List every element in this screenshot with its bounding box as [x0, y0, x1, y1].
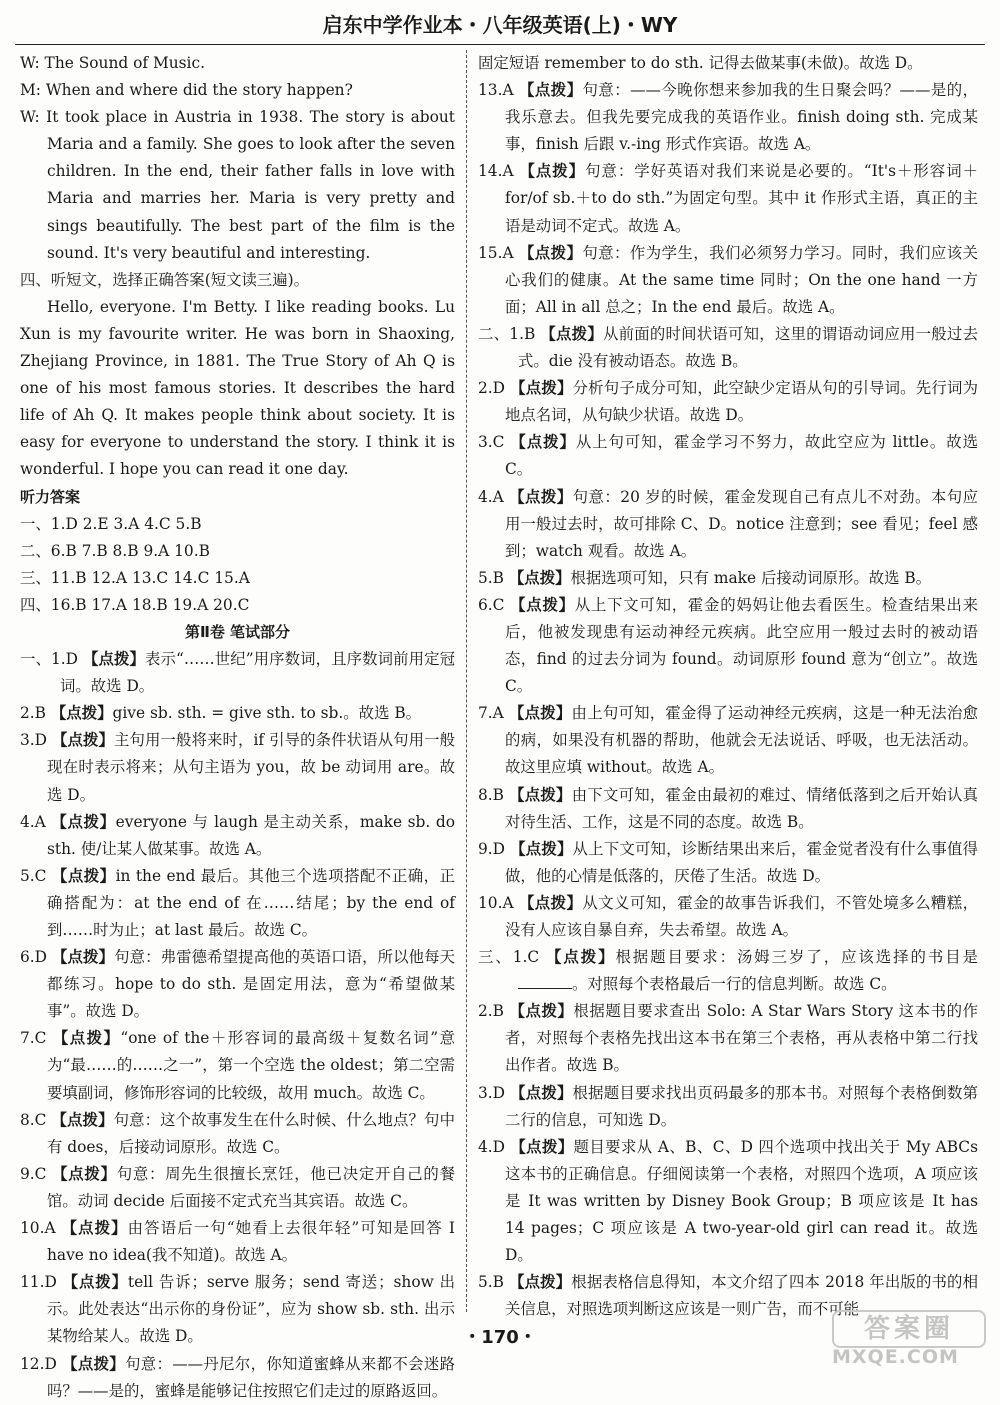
answer-row: 三、11.B 12.A 13.C 14.C 15.A — [20, 568, 250, 587]
section-heading: 四、听短文，选择正确答案(短文读三遍)。 — [20, 270, 310, 289]
answer-item: 10.A 【点拨】从文义可知，霍金的故事告诉我们，不管处境多么糟糕，没有人应该自暴自弃，失去希望。故选 A。 — [478, 893, 978, 939]
left-column — [20, 50, 455, 1405]
answer-item: 10.A 【点拨】由答语后一句“她看上去很年轻”可知是回答 I have no idea(我不知道)。故选 A。 — [20, 1219, 455, 1265]
answer-item: 5.C 【点拨】in the end 最后。其他三个选项搭配不正确，正确搭配为：at the end of 在……结尾；by the end of 到……时为止；at last 最后。故选 C。 — [20, 866, 455, 939]
answer-item: 4.A 【点拨】everyone 与 laugh 是主动关系，make sb. do sth. 使/让某人做某事。故选 A。 — [20, 812, 455, 858]
answer-row: 四、16.B 17.A 18.B 19.A 20.C — [20, 595, 250, 614]
page-number: ・170・ — [463, 1327, 537, 1348]
answer-item: 7.C 【点拨】“one of the＋形容词的最高级＋复数名词”意为“最……的……之一”，第一个空选 the oldest；第二空需要填副词，修饰形容词的比较级，故用 much。故选 C。 — [20, 1029, 455, 1102]
running-header: 启东中学作业本・八年级英语(上)・WY — [322, 13, 678, 37]
answer-item: 12.D 【点拨】句意：——丹尼尔，你知道蜜蜂从来都不会迷路吗？——是的，蜜蜂是能够记住按照它们走过的原路返回。 — [20, 1354, 455, 1400]
listening-answers-heading: 听力答案 — [20, 487, 81, 506]
header-rule — [15, 44, 985, 45]
watermark-url: MXQE.COM — [832, 1346, 959, 1368]
passage: Hello, everyone. I'm Betty. I like reading books. Lu Xun is my favourite writer. He was born in Shaoxing, Zhejiang Province, in 1881. The True Story of Ah Q is one of his most famous stories. It describes the hard life of Ah Q. It makes people think about society. It is easy for everyone to understand the story. I think it is wonderful. I hope you can read it one day. — [20, 297, 455, 479]
answer-item: 4.D 【点拨】题目要求从 A、B、C、D 四个选项中找出关于 My ABCs 这本书的正确信息。仔细阅读第一个表格，对照四个选项，A 项应该是 It was written by Disney Book Group；B 项应该是 It has 14 pages；C 项应该是 A two-year-old girl can read it。故选 D。 — [478, 1137, 978, 1265]
answer-item: 7.A 【点拨】由上句可知，霍金得了运动神经元疾病，这是一种无法治愈的病，如果没有机器的帮助，他就会无法说话、呼吸，也无法活动。故这里应填 without。故选 A。 — [478, 704, 978, 777]
answer-item: 9.D 【点拨】从上下文可知，诊断结果出来后，霍金觉者没有什么事值得做，他的心情是低落的，厌倦了生活。故选 D。 — [478, 839, 978, 885]
column-divider — [466, 50, 467, 1312]
answer-item: 5.B 【点拨】根据选项可知，只有 make 后接动词原形。故选 B。 — [478, 568, 932, 587]
answer-item: 11.D 【点拨】tell 告诉；serve 服务；send 寄送；show 出示。此处表达“出示你的身份证”，应为 show sb. sth. 出示某物给某人。故选 D。 — [20, 1273, 455, 1346]
answer-item: 3.D 【点拨】主句用一般将来时，if 引导的条件状语从句用一般现在时表示将来；从句主语为 you，故 be 动词用 are。故选 D。 — [20, 731, 455, 804]
answer-item: 9.C 【点拨】句意：周先生很擅长烹饪，他已决定开自己的餐馆。动词 decide 后面接不定式充当其宾语。故选 C。 — [20, 1164, 455, 1210]
answer-item: 13.A 【点拨】句意：——今晚你想来参加我的生日聚会吗？——是的，我乐意去。但我先要完成我的英语作业。finish doing sth. 完成某事，finish 后跟 v.-ing 形式作宾语。故选 A。 — [478, 81, 978, 154]
fill-in-blank — [518, 988, 572, 989]
answer-item: 3.D 【点拨】根据题目要求找出页码最多的那本书。对照每个表格倒数第二行的信息，可知选 D。 — [478, 1083, 978, 1129]
answer-item: 2.B 【点拨】根据题目要求查出 Solo: A Star Wars Story 这本书的作者，对照每个表格先找出这本书在第三个表格，再从表格中第二行找出作者。故选 B。 — [478, 1002, 978, 1075]
answer-item: 一、1.D 【点拨】表示“……世纪”用序数词，且序数词前用定冠词。故选 D。 — [20, 650, 455, 696]
answer-item: 3.C 【点拨】从上句可知，霍金学习不努力，故此空应为 little。故选 C。 — [478, 433, 978, 479]
dialogue-line: W: The Sound of Music. — [20, 54, 205, 72]
answer-row: 一、1.D 2.E 3.A 4.C 5.B — [20, 514, 202, 533]
watermark-logo: 答案圈 — [832, 1310, 986, 1348]
answer-item: 2.D 【点拨】分析句子成分可知，此空缺少定语从句的引导词。先行词为地点名词，从句缺少状语。故选 D。 — [478, 379, 978, 425]
answer-item: 二、1.B 【点拨】从前面的时间状语可知，这里的谓语动词应用一般过去式。die 没有被动语态。故选 B。 — [478, 324, 978, 371]
answer-item: 三、1.C 【点拨】根据题目要求：汤姆三岁了，应该选择的书目是。对照每个表格最后一行的信息判断。故选 C。 — [478, 948, 978, 994]
answer-item: 6.D 【点拨】句意：弗雷德希望提高他的英语口语，所以他每天都练习。hope to do sth. 是固定用法，意为“希望做某事”。故选 D。 — [20, 948, 455, 1021]
answer-item: 8.C 【点拨】句意：这个故事发生在什么时候、什么地点？句中有 does，后接动词原形。故选 C。 — [20, 1110, 455, 1156]
dialogue-line: W: It took place in Austria in 1938. The story is about Maria and a family. She goes to look after the seven children. In the end, their father falls in love with Maria and marries her. Maria is very pretty and sings beautifully. The best part of the film is the sound. It's very beautiful and interesting. — [20, 108, 455, 262]
answer-item: 2.B 【点拨】give sb. sth. = give sth. to sb.。故选 B。 — [20, 704, 422, 723]
answer-continuation: 固定短语 remember to do sth. 记得去做某事(未做)。故选 D。 — [478, 54, 923, 72]
answer-item: 4.A 【点拨】句意：20 岁的时候，霍金发现自己有点儿不对劲。本句应用一般过去时，故可排除 C、D。notice 注意到；see 看见；feel 感到；watch 观看。故选 A。 — [478, 487, 978, 560]
right-column — [478, 50, 978, 1323]
answer-item: 5.B 【点拨】根据表格信息得知，本文介绍了四本 2018 年出版的书的相关信息，对照选项判断这应该是一则广告，而不可能 — [478, 1273, 978, 1319]
answer-item: 6.C 【点拨】从上下文可知，霍金的妈妈让他去看医生。检查结果出来后，他被发现患有运动神经元疾病。此空应用一般过去时的被动语态，find 的过去分词为 found。动词原形 found 意为“创立”。故选 C。 — [478, 595, 978, 696]
answer-item: 15.A 【点拨】句意：作为学生，我们必须努力学习。同时，我们应该关心我们的健康。At the same time 同时；On the one hand 一方面；All in all 总之；In the end 最后。故选 A。 — [478, 243, 978, 316]
answer-row: 二、6.B 7.B 8.B 9.A 10.B — [20, 541, 210, 560]
dialogue-line: M: When and where did the story happen? — [20, 81, 353, 100]
answer-item: 14.A 【点拨】句意：学好英语对我们来说是必要的。“It's＋形容词＋for/of sb.＋to do sth.”为固定句型。其中 it 作形式主语，真正的主语是动词不定式。故选 A。 — [478, 162, 978, 235]
answer-item: 8.B 【点拨】由下文可知，霍金由最初的难过、情绪低落到之后开始认真对待生活、工作，这是不同的态度。故选 B。 — [478, 785, 978, 831]
part-title: 第Ⅱ卷 笔试部分 — [184, 622, 291, 641]
